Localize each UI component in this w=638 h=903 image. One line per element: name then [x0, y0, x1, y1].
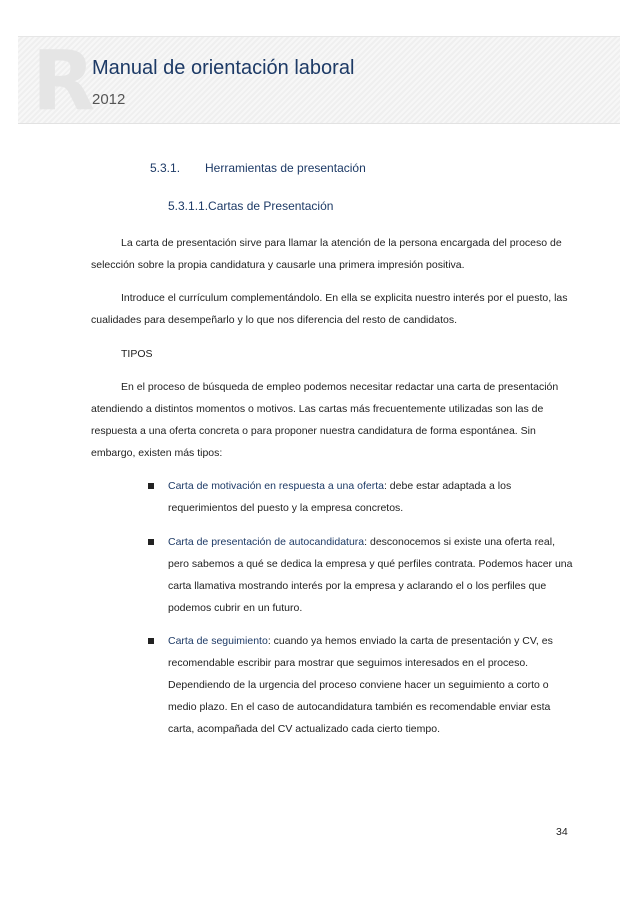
bullet-text: : cuando ya hemos enviado la carta de presentación y CV, es recomendable escribir para mostrar que seguimos interesados en el proceso. Dependiendo de la urgencia del proceso conviene hacer un seguimiento a corto o medio plazo. En el caso de autocandidatura también es recomendable enviar esta carta, acompañada del CV actualizado cada cierto tiempo. [168, 635, 553, 735]
square-bullet-icon [148, 539, 154, 545]
list-item [168, 531, 578, 619]
paragraph-curriculum [91, 287, 581, 331]
bullet-text: : desconocemos si existe una oferta real, pero sabemos a qué se dedica la empresa y qué perfiles contrata. Podemos hacer una carta llamativa mostrando interés por la empresa y aclarando el o los perfiles que podemos cubrir en un futuro. [168, 536, 573, 614]
list-item [168, 475, 578, 519]
list-item [168, 630, 578, 740]
bullet-term: Carta de presentación de autocandidatura [168, 536, 365, 548]
section-number: 5.3.1. [150, 161, 181, 175]
manual-title: Manual de orientación laboral [92, 57, 355, 79]
header-logo-watermark: R [32, 34, 96, 129]
square-bullet-icon [148, 638, 154, 644]
paragraph-text: Introduce el currículum complementándolo. En ella se explicita nuestro interés por el puesto, las cualidades para desempeñarlo y lo que nos diferencia del resto de candidatos. [91, 292, 568, 326]
paragraph-intro [91, 232, 581, 276]
manual-year: 2012 [92, 91, 126, 108]
bullet-term: Carta de motivación en respuesta a una oferta [168, 480, 384, 492]
page-number: 34 [556, 826, 568, 838]
bullet-term: Carta de seguimiento [168, 635, 268, 647]
paragraph-text: La carta de presentación sirve para llamar la atención de la persona encargada del proceso de selección sobre la propia candidatura y causarle una primera impresión positiva. [91, 237, 562, 271]
subsection-heading: 5.3.1.1.Cartas de Presentación [168, 199, 334, 213]
square-bullet-icon [148, 483, 154, 489]
bullet-text: : debe estar adaptada a los requerimientos del puesto y la empresa concretos. [168, 480, 512, 514]
document-header [18, 34, 620, 129]
section-title: Herramientas de presentación [205, 161, 366, 175]
section-heading [150, 161, 366, 175]
tipos-heading: TIPOS [121, 348, 153, 360]
paragraph-text: En el proceso de búsqueda de empleo podemos necesitar redactar una carta de presentación atendiendo a distintos momentos o motivos. Las cartas más frecuentemente utilizadas son las de respuesta a una oferta concreta o para proponer nuestra candidatura de forma espontánea. Sin embargo, existen más tipos: [91, 381, 559, 459]
paragraph-types-intro [91, 376, 581, 464]
